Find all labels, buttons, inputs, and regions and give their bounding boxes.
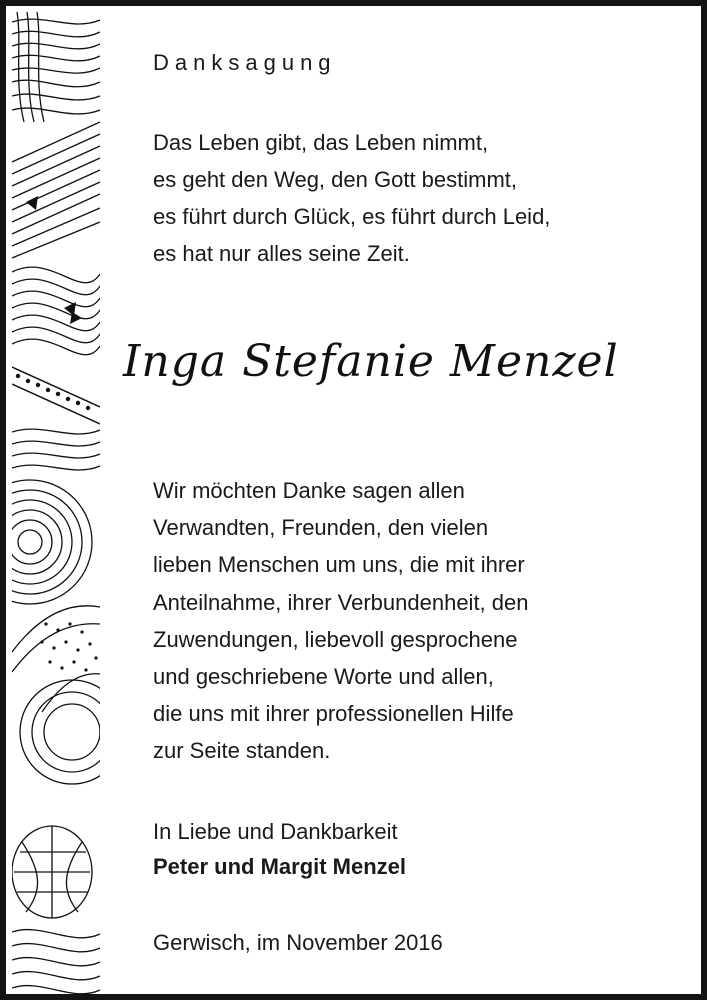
verse-line: es hat nur alles seine Zeit.: [153, 241, 410, 266]
deceased-name: Inga Stefanie Menzel: [123, 336, 619, 387]
memorial-verse: [153, 124, 550, 272]
thanks-line: Wir möchten Danke sagen allen: [153, 478, 465, 503]
thanks-line: Verwandten, Freunden, den vielen: [153, 515, 489, 541]
verse-line: Das Leben gibt, das Leben nimmt,: [153, 130, 489, 155]
signers-names: Peter und Margit Menzel: [153, 854, 407, 879]
thanks-line: und geschriebene Worte und allen,: [153, 664, 494, 690]
thanks-line: Anteilnahme, ihrer Verbundenheit, den: [153, 589, 529, 615]
thanks-line: die uns mit ihrer professionellen Hilfe: [153, 701, 514, 727]
notice-heading: Danksagung: [153, 50, 337, 75]
place-and-date: Gerwisch, im November 2016: [153, 930, 443, 955]
thanks-line: zur Seite standen.: [153, 738, 331, 764]
line-art-illustration: [12, 12, 100, 1000]
verse-line: es geht den Weg, den Gott bestimmt,: [153, 167, 518, 192]
thanks-line: lieben Menschen um uns, die mit ihrer: [153, 552, 525, 578]
closing-phrase: In Liebe und Dankbarkeit: [153, 819, 398, 844]
decorative-line-art-border: [12, 12, 100, 1000]
thanks-line: Zuwendungen, liebevoll gesprochene: [153, 626, 518, 652]
thanks-paragraph: [153, 472, 528, 770]
verse-line: es führt durch Glück, es führt durch Leid,: [153, 204, 551, 229]
closing-block: [153, 814, 406, 884]
